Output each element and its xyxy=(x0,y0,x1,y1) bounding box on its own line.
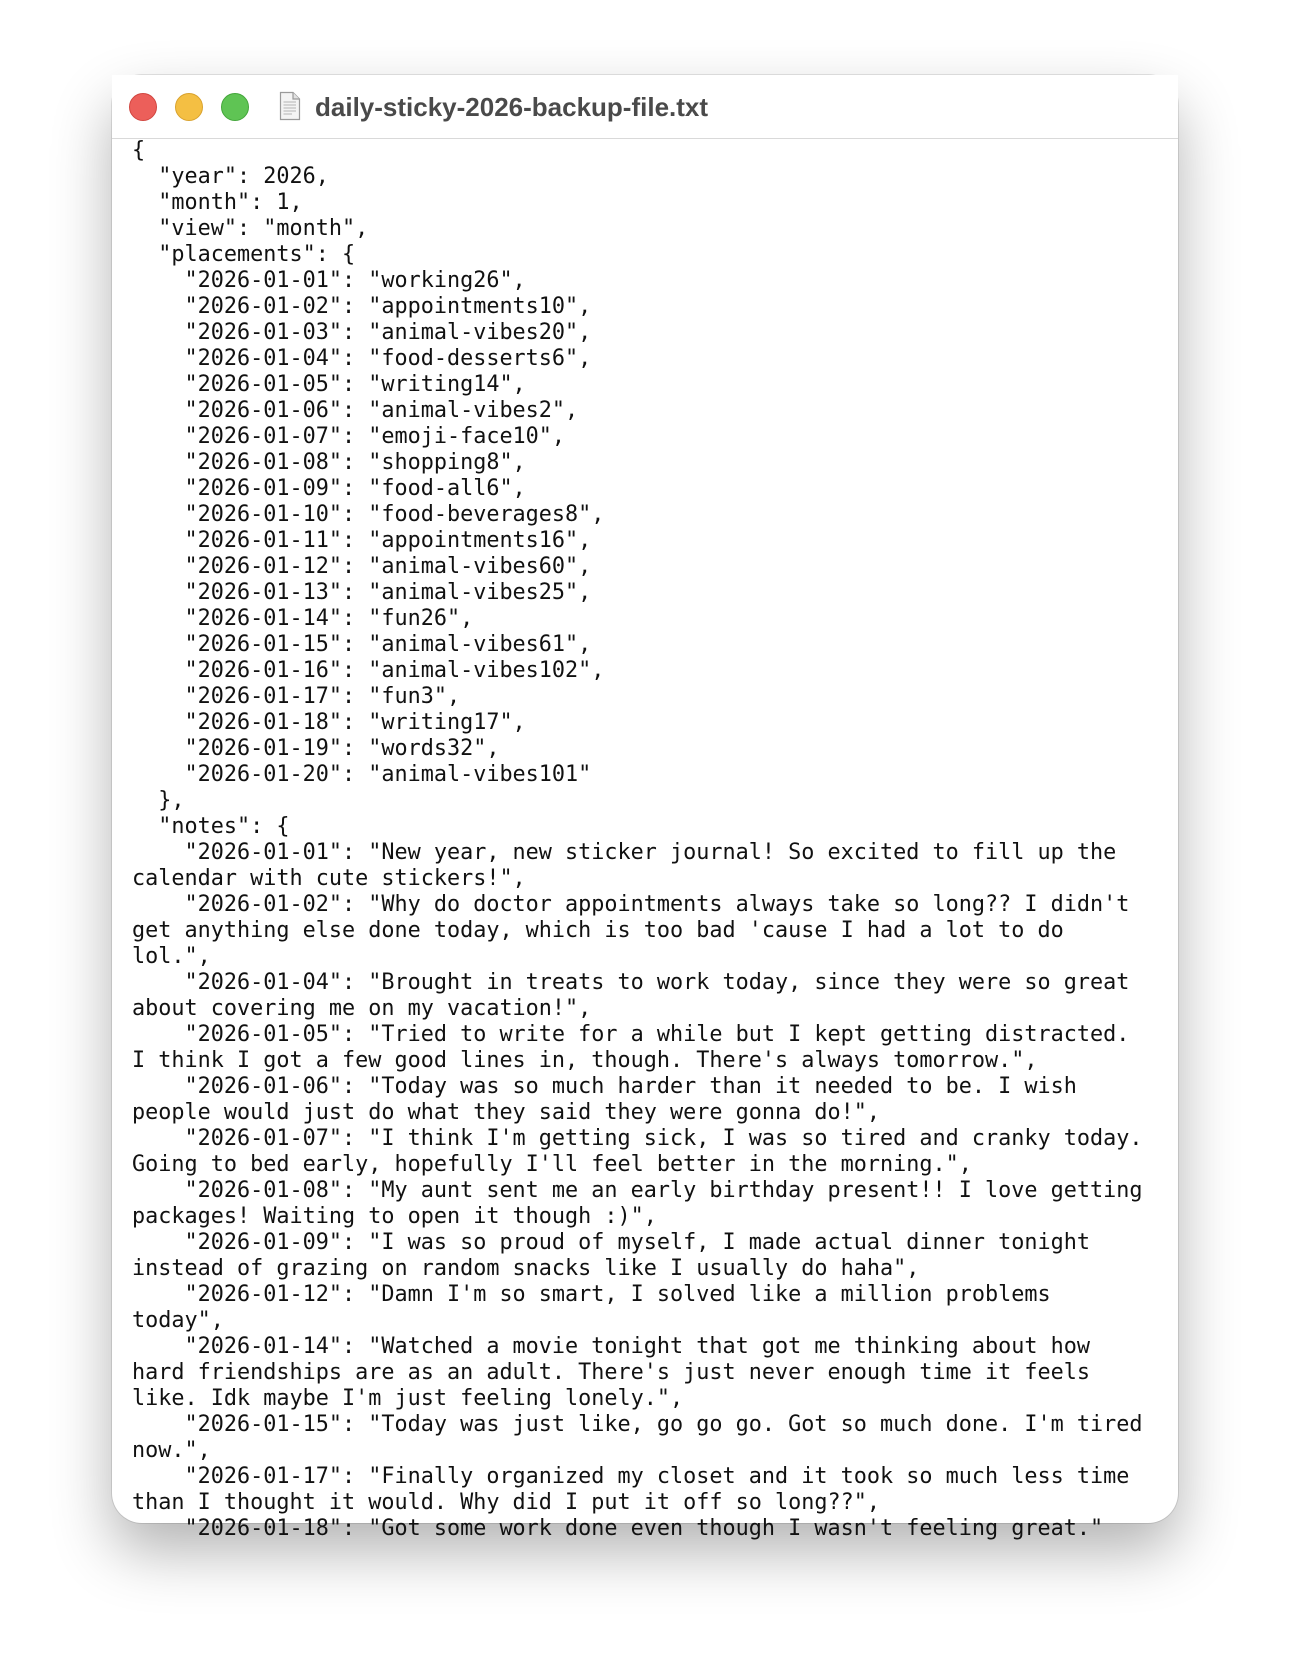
file-text[interactable]: { "year": 2026, "month": 1, "view": "month", "placements": { "2026-01-01": "working26", "2026-01-02": "appointments10", "2026-01-03": "animal-vibes20", "2026-01-04": "food-desserts6", "2026-01-05": "writing14", "2026-01-06": "animal-vibes2", "2026-01-07": "emoji-face10", "2026-01-08": "shopping8", "2026-01-09": "food-all6", "2026-01-10": "food-beverages8", "2026-01-11": "appointments16", "2026-01-12": "animal-vibes60", "2026-01-13": "animal-vibes25", "2026-01-14": "fun26", "2026-01-15": "animal-vibes61", "2026-01-16": "animal-vibes102", "2026-01-17": "fun3", "2026-01-18": "writing17", "2026-01-19": "words32", "2026-01-20": "animal-vibes101" }, "notes": { "2026-01-01": "New year, new sticker journal! So excited to fill up the calendar with cute stickers!", "2026-01-02": "Why do doctor appointments always take so long?? I didn't get anything else done today, which is too bad 'cause I had a lot to do lol.", "2026-01-04": "Brought in treats to work today, since they were so great about covering me on my vacation!", "2026-01-05": "Tried to write for a while but I kept getting distracted. I think I got a few good lines in, though. There's always tomorrow.", "2026-01-06": "Today was so much harder than it needed to be. I wish people would just do what they said they were gonna do!", "2026-01-07": "I think I'm getting sick, I was so tired and cranky today. Going to bed early, hopefully I'll feel better in the morning.", "2026-01-08": "My aunt sent me an early birthday present!! I love getting packages! Waiting to open it though :)", "2026-01-09": "I was so proud of myself, I made actual dinner tonight instead of grazing on random snacks like I usually do haha", "2026-01-12": "Damn I'm so smart, I solved like a million problems today", "2026-01-14": "Watched a movie tonight that got me thinking about how hard friendships are as an adult. There's just never enough time it feels like. Idk maybe I'm just feeling lonely.", "2026-01-15": "Today was just like, go go go. Got so much done. I'm tired now.", "2026-01-17": "Finally organized my closet and it took so much less time than I thought it would. Why did I put it off so long??", "2026-01-18": "Got some work done even though I wasn't feeling great." xyxy=(132,138,1143,1541)
window-title: daily-sticky-2026-backup-file.txt xyxy=(315,92,709,122)
minimize-button[interactable] xyxy=(175,93,203,121)
window-titlebar[interactable] xyxy=(112,75,1178,139)
text-editor-window xyxy=(112,75,1178,1541)
close-button[interactable] xyxy=(129,93,157,121)
text-content-area[interactable] xyxy=(132,138,1178,1541)
zoom-button[interactable] xyxy=(221,93,249,121)
text-document-icon xyxy=(279,91,301,121)
